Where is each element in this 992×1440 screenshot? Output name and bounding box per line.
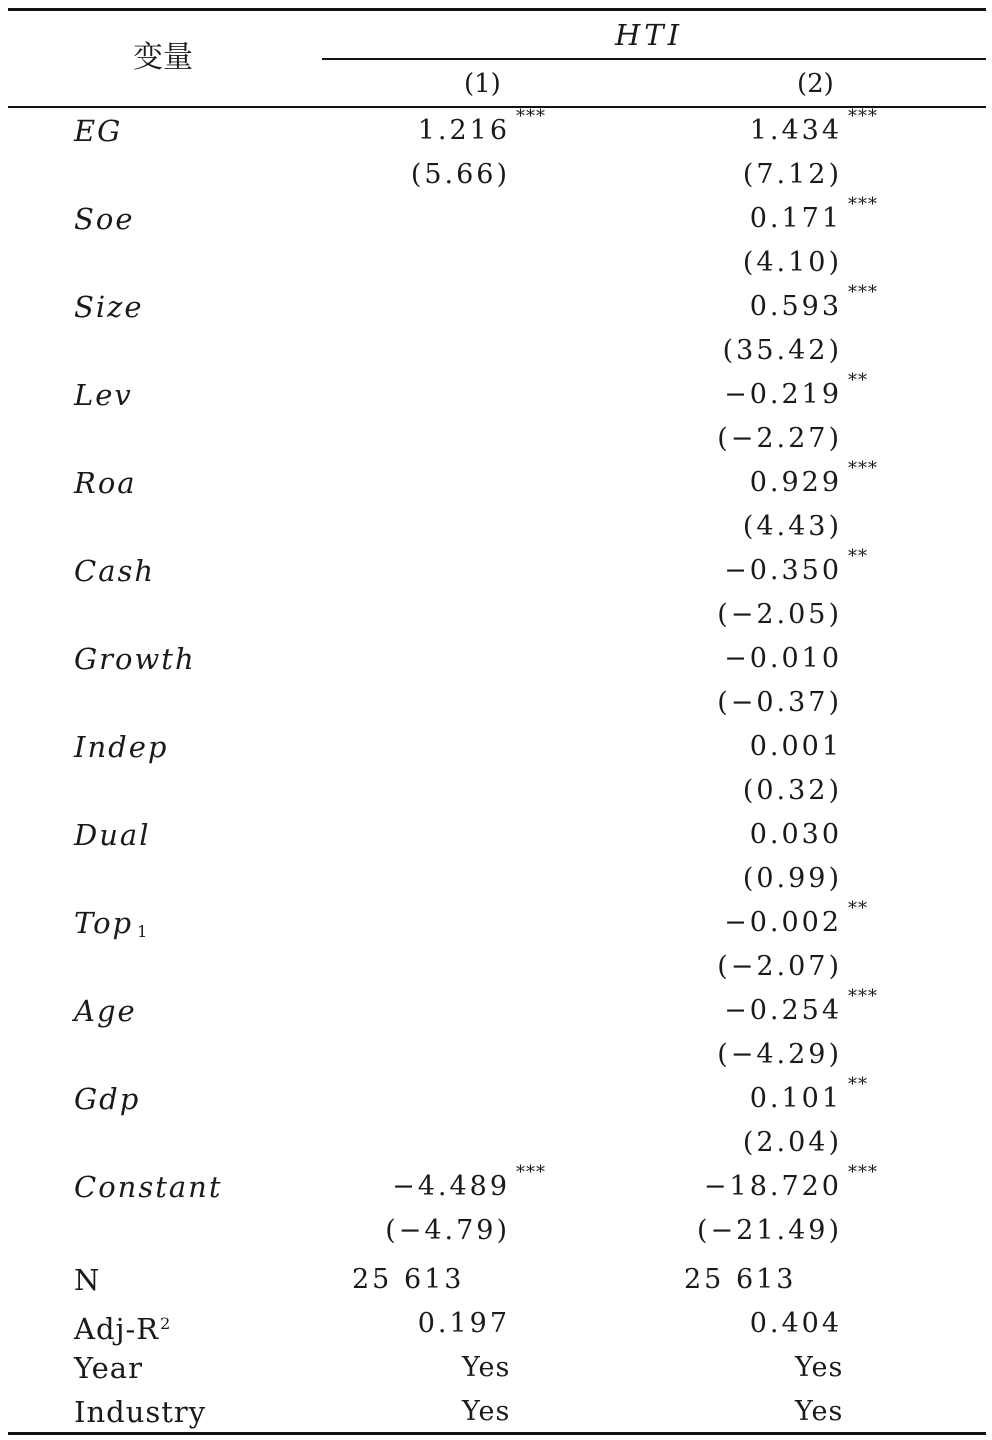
table-row-industry [0, 1390, 992, 1434]
tstat-col2: (−4.29) [717, 1039, 842, 1070]
table-row [0, 898, 992, 945]
significance-col2: ** [848, 898, 868, 919]
table-row-adj-r2 [0, 1302, 992, 1346]
significance-col2: ** [848, 1074, 868, 1095]
coef-col2: −0.010 [724, 643, 842, 674]
variable-name: Dual [74, 818, 151, 852]
significance-col2: *** [848, 194, 878, 215]
significance-col1: *** [516, 106, 546, 127]
row-label [74, 109, 122, 153]
row-label: Industry [74, 1395, 207, 1429]
significance-col2: *** [848, 1162, 878, 1183]
table-row-tstat [0, 505, 992, 549]
table-row-tstat [0, 417, 992, 461]
coef-col2: 0.929 [749, 467, 842, 498]
header-rule [8, 106, 986, 108]
tstat-col2: (−2.05) [717, 599, 842, 630]
variable-name: Roa [74, 466, 137, 500]
tstat-col1: (−4.79) [385, 1215, 510, 1246]
variable-header: 变量 [133, 40, 193, 75]
tstat-col2: (−2.27) [717, 423, 842, 454]
year-col1: Yes [462, 1352, 511, 1383]
industry-col2: Yes [795, 1396, 844, 1427]
table-row-tstat [0, 153, 992, 197]
coef-col2: 0.171 [749, 203, 842, 234]
coef-col2: −0.219 [724, 379, 842, 410]
table-row [0, 813, 992, 857]
tstat-col2: (4.43) [742, 511, 842, 542]
significance-col2: *** [848, 986, 878, 1007]
table-row-n [0, 1258, 992, 1302]
n-col2: 25 613 [684, 1264, 797, 1295]
variable-name: Gdp [74, 1082, 141, 1116]
table-row [0, 546, 992, 593]
top-rule [8, 8, 986, 11]
tstat-col2: (−0.37) [717, 687, 842, 718]
significance-col2: ** [848, 546, 868, 567]
coef-col2: −0.002 [724, 907, 842, 938]
table-row [0, 1074, 992, 1121]
coef-col2: 0.593 [749, 291, 842, 322]
table-row [0, 725, 992, 769]
table-row-tstat [0, 945, 992, 989]
variable-subscript: 1 [137, 922, 150, 941]
table-row-tstat [0, 329, 992, 373]
adj-r-superscript: 2 [160, 1314, 172, 1333]
table-row [0, 1162, 992, 1209]
row-label [74, 1302, 171, 1351]
row-label: N [74, 1263, 101, 1297]
coef-col1: 1.216 [417, 115, 510, 146]
significance-col2: *** [848, 282, 878, 303]
variable-name: Growth [74, 642, 196, 676]
variable-name: Age [74, 994, 137, 1028]
table-row [0, 370, 992, 417]
table-row [0, 986, 992, 1033]
variable-name: EG [74, 114, 123, 148]
year-col2: Yes [795, 1352, 844, 1383]
row-label [74, 813, 151, 857]
bottom-rule [8, 1432, 986, 1435]
coef-col2: 0.001 [749, 731, 842, 762]
column-header-1: (1) [464, 69, 501, 99]
tstat-col2: (7.12) [742, 159, 842, 190]
row-label: Year [74, 1351, 143, 1385]
table-row [0, 282, 992, 329]
variable-name: Cash [74, 554, 156, 588]
adj-r2-col2: 0.404 [749, 1308, 842, 1339]
tstat-col2: (−2.07) [717, 951, 842, 982]
row-label [74, 549, 155, 593]
table-row-tstat [0, 1121, 992, 1165]
adj-r-text: Adj-R [74, 1312, 160, 1346]
variable-name: Lev [74, 378, 133, 412]
table-row [0, 458, 992, 505]
table-row [0, 106, 992, 153]
significance-col2: *** [848, 106, 878, 127]
table-row-tstat [0, 1209, 992, 1253]
row-label [74, 197, 135, 241]
significance-col2: *** [848, 458, 878, 479]
table-row [0, 194, 992, 241]
coef-col2: −0.254 [724, 995, 842, 1026]
table-row-tstat [0, 1033, 992, 1077]
row-label [74, 1165, 222, 1209]
adj-r2-col1: 0.197 [417, 1308, 510, 1339]
tstat-col1: (5.66) [410, 159, 510, 190]
group-header: HTI [615, 18, 684, 52]
coef-col2: −0.350 [724, 555, 842, 586]
tstat-col2: (0.32) [742, 775, 842, 806]
coef-col2: −18.720 [703, 1171, 842, 1202]
variable-name: Indep [74, 730, 169, 764]
coef-col2: 1.434 [749, 115, 842, 146]
n-col1: 25 613 [352, 1264, 465, 1295]
row-label [74, 725, 168, 769]
significance-col2: ** [848, 370, 868, 391]
coef-col2: 0.030 [749, 819, 842, 850]
table-row-tstat [0, 241, 992, 285]
coef-col1: −4.489 [392, 1171, 510, 1202]
tstat-col2: (−21.49) [697, 1215, 842, 1246]
table-row-tstat [0, 857, 992, 901]
tstat-col2: (4.10) [742, 247, 842, 278]
variable-name: Size [74, 290, 144, 324]
row-label [74, 989, 137, 1033]
row-label [74, 1077, 140, 1121]
tstat-col2: (0.99) [742, 863, 842, 894]
tstat-col2: (2.04) [742, 1127, 842, 1158]
table-row-tstat [0, 593, 992, 637]
row-label [74, 637, 196, 681]
table-row [0, 637, 992, 681]
variable-name: Constant [74, 1170, 223, 1204]
row-label [74, 285, 144, 329]
row-label [74, 461, 137, 505]
industry-col1: Yes [462, 1396, 511, 1427]
column-header-2: (2) [797, 69, 834, 99]
significance-col1: *** [516, 1162, 546, 1183]
variable-name: Top [74, 906, 134, 940]
table-row-tstat [0, 769, 992, 813]
group-underline [322, 58, 986, 60]
table-row-year [0, 1346, 992, 1390]
row-label [74, 373, 133, 417]
coef-col2: 0.101 [749, 1083, 842, 1114]
table-row-tstat [0, 681, 992, 725]
variable-name: Soe [74, 202, 135, 236]
tstat-col2: (35.42) [722, 335, 842, 366]
